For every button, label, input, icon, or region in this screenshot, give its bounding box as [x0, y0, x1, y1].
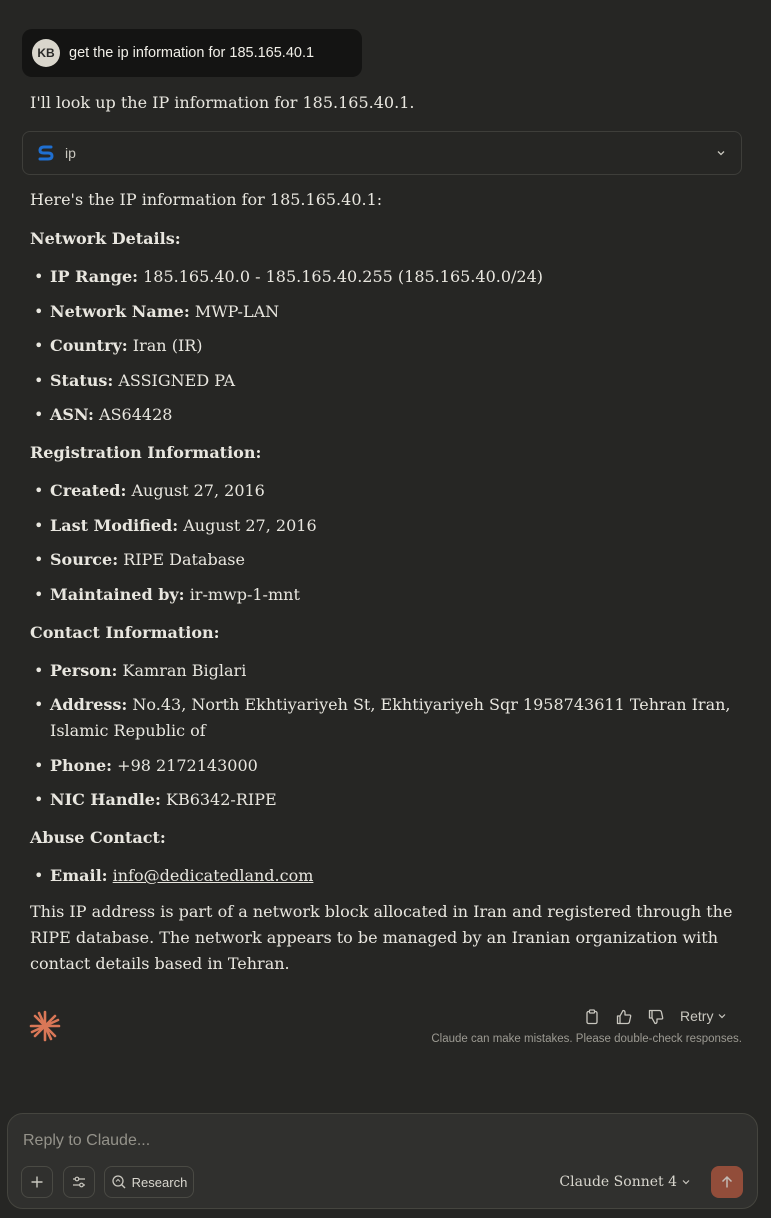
tool-call-panel[interactable] [22, 131, 742, 175]
list-item: • Maintained by: ir-mwp-1-mnt [30, 582, 742, 608]
reply-input[interactable]: Reply to Claude... [23, 1132, 151, 1149]
list-item: • Email: info@dedicatedland.com [30, 863, 742, 889]
disclaimer-text: Claude can make mistakes. Please double-check responses. [431, 1033, 742, 1045]
model-selector[interactable] [559, 1174, 691, 1190]
user-message-text: get the ip information for 185.165.40.1 [69, 45, 315, 61]
list-item: • ASN: AS64428 [30, 402, 742, 428]
tools-settings-button[interactable] [63, 1166, 95, 1198]
sliders-icon [71, 1174, 87, 1190]
message-actions [0, 1006, 771, 1056]
response-lead: Here's the IP information for 185.165.40.1: [30, 190, 383, 209]
thumbs-up-icon[interactable] [615, 1008, 633, 1026]
abuse-contact-list [30, 863, 742, 889]
section-heading: Network Details: [30, 229, 181, 248]
list-item: • Address: No.43, North Ekhtiyariyeh St, Ekhtiyariyeh Sqr 1958743611 Tehran Iran, Islamic Republic of [30, 692, 742, 744]
list-item: • Source: RIPE Database [30, 547, 742, 573]
plus-icon [29, 1174, 45, 1190]
model-label: Claude Sonnet 4 [559, 1174, 677, 1190]
section-heading: Abuse Contact: [30, 828, 166, 847]
list-item: • Status: ASSIGNED PA [30, 368, 742, 394]
tool-s-logo-icon [37, 144, 55, 162]
research-label: Research [131, 1174, 188, 1190]
chevron-down-icon [717, 1011, 727, 1021]
registration-info-list [30, 478, 742, 608]
retry-button[interactable] [680, 1008, 727, 1024]
claude-spark-logo-icon [29, 1010, 61, 1042]
thumbs-down-icon[interactable] [647, 1008, 665, 1026]
reply-composer [7, 1113, 758, 1209]
list-item: • Country: Iran (IR) [30, 333, 742, 359]
assistant-response [30, 187, 742, 977]
list-item: • Created: August 27, 2016 [30, 478, 742, 504]
list-item: • Person: Kamran Biglari [30, 658, 742, 684]
list-item: • IP Range: 185.165.40.0 - 185.165.40.255 (185.165.40.0/24) [30, 264, 742, 290]
chevron-down-icon [681, 1177, 691, 1187]
add-attachment-button[interactable] [21, 1166, 53, 1198]
research-search-icon [111, 1174, 127, 1190]
tool-name: ip [65, 145, 76, 161]
email-link[interactable]: info@dedicatedland.com [112, 866, 314, 885]
section-heading: Contact Information: [30, 622, 220, 642]
response-summary: This IP address is part of a network block allocated in Iran and registered through the RIPE database. The network appears to be managed by an Iranian organization with contact details based in Tehran. [30, 902, 733, 973]
copy-icon[interactable] [583, 1008, 601, 1026]
arrow-up-icon [719, 1174, 735, 1190]
chevron-down-icon[interactable] [715, 147, 727, 159]
list-item: • NIC Handle: KB6342-RIPE [30, 787, 742, 813]
retry-label: Retry [680, 1008, 714, 1024]
avatar[interactable]: KB [32, 39, 60, 67]
network-details-list [30, 264, 742, 428]
list-item: • Phone: +98 2172143000 [30, 753, 742, 779]
user-message [22, 29, 362, 77]
list-item: • Network Name: MWP-LAN [30, 299, 742, 325]
section-heading: Registration Information: [30, 443, 262, 462]
research-button[interactable] [104, 1166, 194, 1198]
list-item: • Last Modified: August 27, 2016 [30, 513, 742, 539]
assistant-intro: I'll look up the IP information for 185.165.40.1. [30, 93, 415, 112]
send-button[interactable] [711, 1166, 743, 1198]
contact-info-list [30, 658, 742, 814]
